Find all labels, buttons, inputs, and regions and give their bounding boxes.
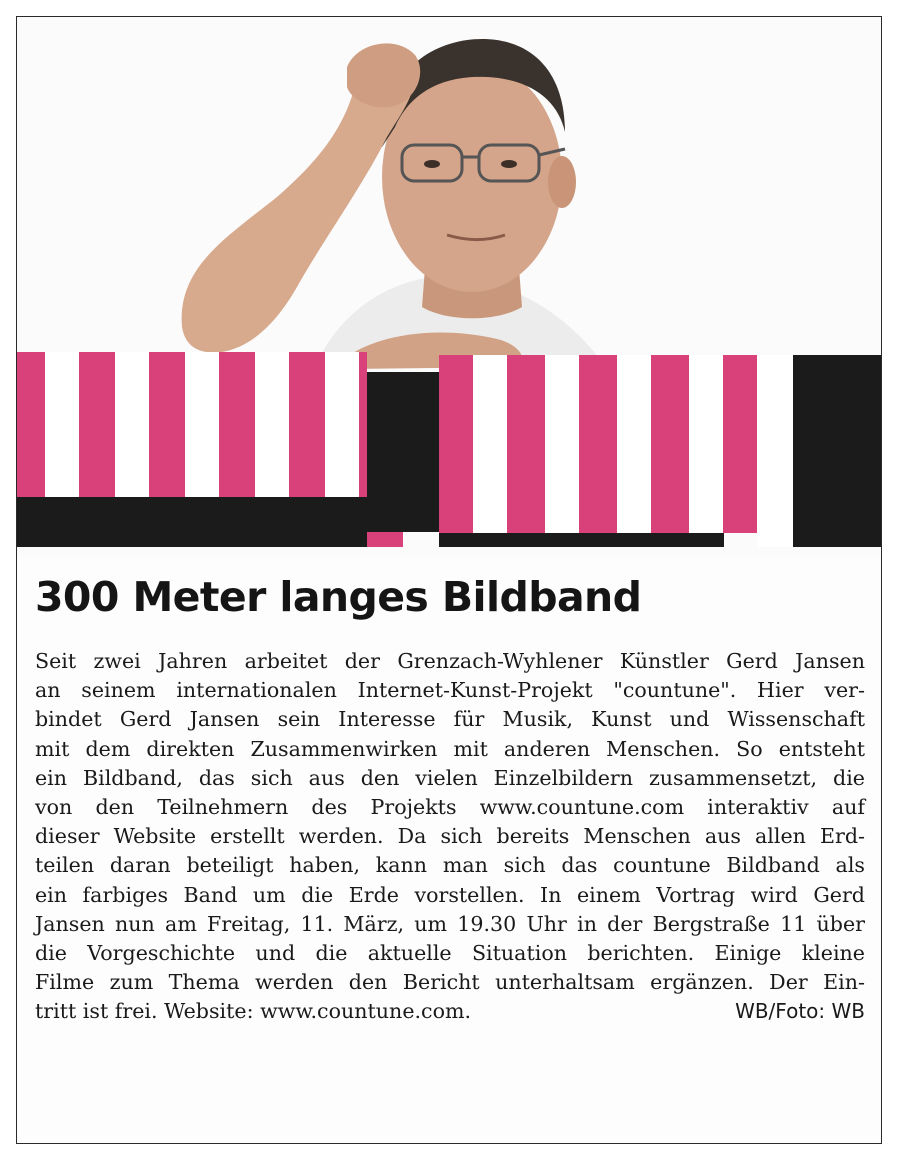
body-line: bindet Gerd Jansen sein Interesse für Musik, Kunst und Wissenschaft bbox=[35, 707, 865, 732]
body-line: Seit zwei Jahren arbeitet der Grenzach-Wyhlener Künstler Gerd Jansen bbox=[35, 649, 865, 673]
body-last-line bbox=[35, 997, 865, 1026]
body-line: an seinem internationalen Internet-Kunst-Projekt "countune". Hier ver- bbox=[35, 678, 865, 703]
article-body bbox=[35, 647, 865, 1027]
body-line: dieser Website erstellt werden. Da sich bereits Menschen aus allen Erd- bbox=[35, 824, 865, 849]
body-line: Jansen nun am Freitag, 11. März, um 19.30 Uhr in der Bergstraße 11 über bbox=[35, 911, 865, 936]
article-headline: 300 Meter langes Bildband bbox=[35, 573, 642, 621]
body-line: die Vorgeschichte und die aktuelle Situation berichten. Einige kleine bbox=[35, 941, 865, 966]
article-frame bbox=[16, 16, 882, 1144]
body-line: von den Teilnehmern des Projekts www.countune.com interaktiv auf bbox=[35, 795, 865, 820]
body-line: ein Bildband, das sich aus den vielen Einzelbildern zusammensetzt, die bbox=[35, 765, 865, 790]
body-line: Filme zum Thema werden den Bericht unterhaltsam ergänzen. Der Ein- bbox=[35, 970, 865, 995]
body-line: ein farbiges Band um die Erde vorstellen. In einem Vortrag wird Gerd bbox=[35, 882, 865, 907]
photo-credit: WB/Foto: WB bbox=[735, 999, 865, 1024]
body-line: teilen daran beteiligt haben, kann man sich das countune Bildband als bbox=[35, 853, 865, 878]
article-photo bbox=[17, 17, 882, 557]
body-line: mit dem direkten Zusammenwirken mit anderen Menschen. So entsteht bbox=[35, 736, 865, 761]
body-line-final: tritt ist frei. Website: www.countune.com. bbox=[35, 999, 472, 1024]
